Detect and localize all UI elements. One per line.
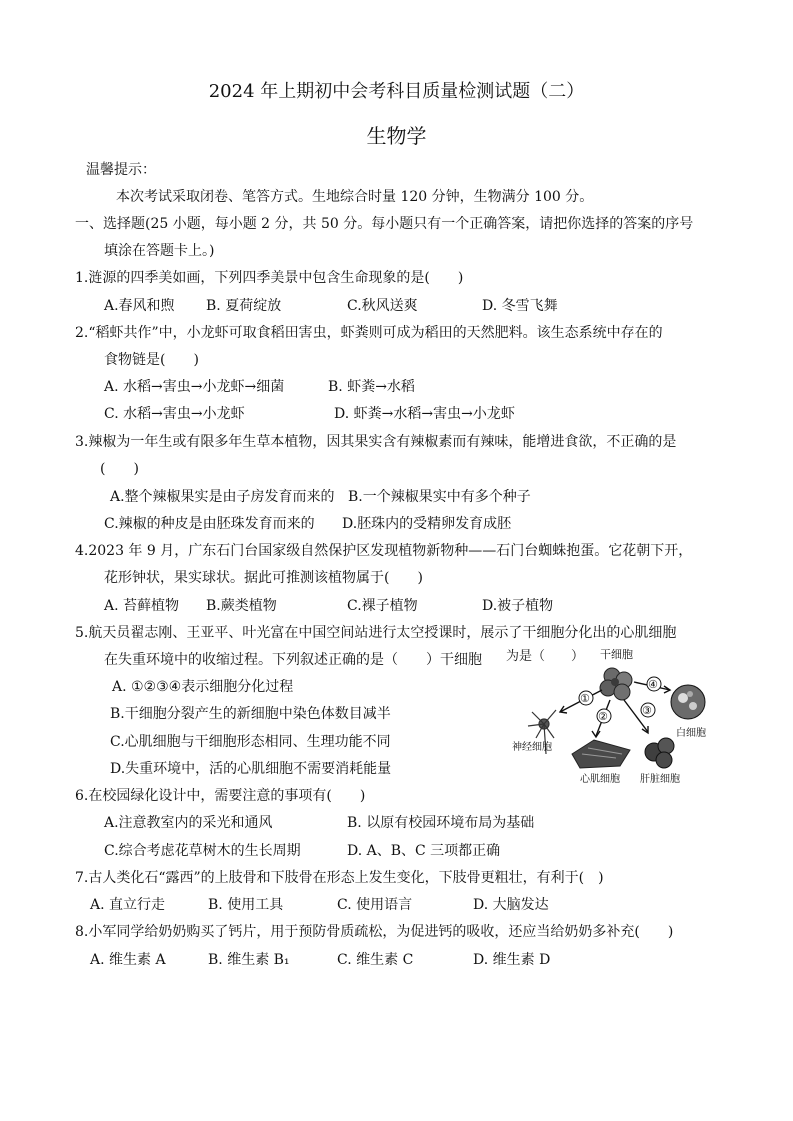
- option-b: B.蕨类植物: [206, 598, 277, 614]
- question-stem-cont: 花形钟状，果实球状。据此可推测该植物属于( ): [104, 570, 423, 586]
- option-d: D. 维生素 D: [473, 952, 551, 968]
- section-heading-cont: 填涂在答题卡上。): [104, 243, 215, 259]
- section-heading: 一、选择题(25 小题，每小题 2 分，共 50 分。每小题只有一个正确答案，请把你选择的答案的序号: [75, 216, 694, 232]
- option-c: C.辣椒的种皮是由胚珠发育而来的: [104, 516, 315, 532]
- stem-cell-label: 干细胞: [600, 648, 633, 661]
- question-stem: 1.涟源的四季美如画，下列四季美景中包含生命现象的是( ): [75, 270, 464, 286]
- stem-cell-image: [600, 668, 632, 700]
- question-stem: 3.辣椒为一年生或有限多年生草本植物，因其果实含有辣椒素而有辣味，能增进食欲，不正确的是: [75, 434, 677, 450]
- option-b: B. 虾粪→水稻: [328, 379, 415, 395]
- option-a: A.注意教室内的采光和通风: [104, 815, 273, 831]
- overlap-text: 为是（ ）: [506, 649, 585, 664]
- option-d: D.失重环境中，活的心肌细胞不需要消耗能量: [110, 761, 392, 777]
- option-a: A. 维生素 A: [90, 952, 166, 968]
- step-1: ①: [580, 692, 590, 705]
- question-stem-cont: 在失重环境中的收缩过程。下列叙述正确的是（ ）干细胞: [104, 652, 482, 668]
- tip-text: 本次考试采取闭卷、笔答方式。生地综合时量 120 分钟，生物满分 100 分。: [116, 189, 594, 205]
- question-stem: 5.航天员翟志刚、王亚平、叶光富在中国空间站进行太空授课时，展示了干细胞分化出的心肌细胞: [75, 625, 677, 641]
- step-4: ④: [648, 678, 658, 691]
- liver-cell-image: [645, 738, 674, 768]
- liver-cell-label: 肝脏细胞: [640, 774, 680, 785]
- option-c: C.心肌细胞与干细胞形态相同、生理功能不同: [110, 734, 391, 750]
- heart-cell-label: 心肌细胞: [580, 774, 620, 785]
- question-stem-cont: ( ): [100, 461, 139, 477]
- option-d: D.胚珠内的受精卵发育成胚: [342, 516, 512, 532]
- question-stem: 7.古人类化石“露西”的上肢骨和下肢骨在形态上发生变化，下肢骨更粗壮，有利于( ): [75, 870, 604, 886]
- option-d: D. 虾粪→水稻→害虫→小龙虾: [334, 406, 515, 422]
- option-a: A. 水稻→害虫→小龙虾→细菌: [104, 379, 285, 395]
- option-b: B.一个辣椒果实中有多个种子: [348, 489, 531, 505]
- option-b: B. 以原有校园环境布局为基础: [347, 815, 535, 831]
- option-d: D. A、B、C 三项都正确: [347, 843, 501, 859]
- step-3: ③: [642, 704, 652, 717]
- step-2: ②: [598, 710, 608, 723]
- option-c: C.裸子植物: [347, 598, 418, 614]
- option-a: A. 苔藓植物: [104, 598, 180, 614]
- question-stem: 4.2023 年 9 月，广东石门台国家级自然保护区发现植物新物种——石门台蜘蛛抱蛋。它花朝下开，: [75, 543, 693, 559]
- option-a: A.春风和煦: [104, 298, 175, 314]
- question-stem: 2.“稻虾共作”中，小龙虾可取食稻田害虫，虾粪则可成为稻田的天然肥料。该生态系统中存在的: [75, 325, 663, 341]
- option-d: D.被子植物: [482, 598, 554, 614]
- option-c: C.综合考虑花草树木的生长周期: [104, 843, 301, 859]
- option-b: B.干细胞分裂产生的新细胞中染色体数目减半: [110, 706, 391, 722]
- option-d: D. 大脑发达: [473, 897, 549, 913]
- question-stem-cont: 食物链是( ): [104, 352, 199, 368]
- cell-differentiation-figure: [498, 642, 718, 792]
- question-stem: 6.在校园绿化设计中，需要注意的事项有( ): [75, 788, 366, 804]
- tip-label: 温馨提示：: [86, 162, 156, 178]
- page-title: 2024 年上期初中会考科目质量检测试题（二）: [208, 81, 585, 102]
- white-cell-image: [671, 685, 705, 719]
- option-c: C. 水稻→害虫→小龙虾: [104, 406, 245, 422]
- option-d: D. 冬雪飞舞: [482, 298, 558, 314]
- option-a: A. 直立行走: [90, 897, 166, 913]
- white-cell-label: 白细胞: [676, 728, 706, 739]
- nerve-cell-label: 神经细胞: [512, 742, 552, 753]
- option-b: B. 使用工具: [208, 897, 284, 913]
- option-c: C.秋风送爽: [347, 298, 418, 314]
- option-a: A.整个辣椒果实是由子房发育而来的: [110, 489, 335, 505]
- question-stem: 8.小军同学给奶奶购买了钙片，用于预防骨质疏松，为促进钙的吸收，还应当给奶奶多补充( ): [75, 924, 674, 940]
- option-c: C. 维生素 C: [337, 952, 414, 968]
- option-c: C. 使用语言: [337, 897, 413, 913]
- heart-cell-image: [572, 740, 630, 768]
- option-a: A. ①②③④表示细胞分化过程: [112, 679, 294, 695]
- option-b: B. 夏荷绽放: [206, 298, 282, 314]
- option-b: B. 维生素 B₁: [208, 952, 290, 968]
- page-subtitle: 生物学: [366, 124, 427, 148]
